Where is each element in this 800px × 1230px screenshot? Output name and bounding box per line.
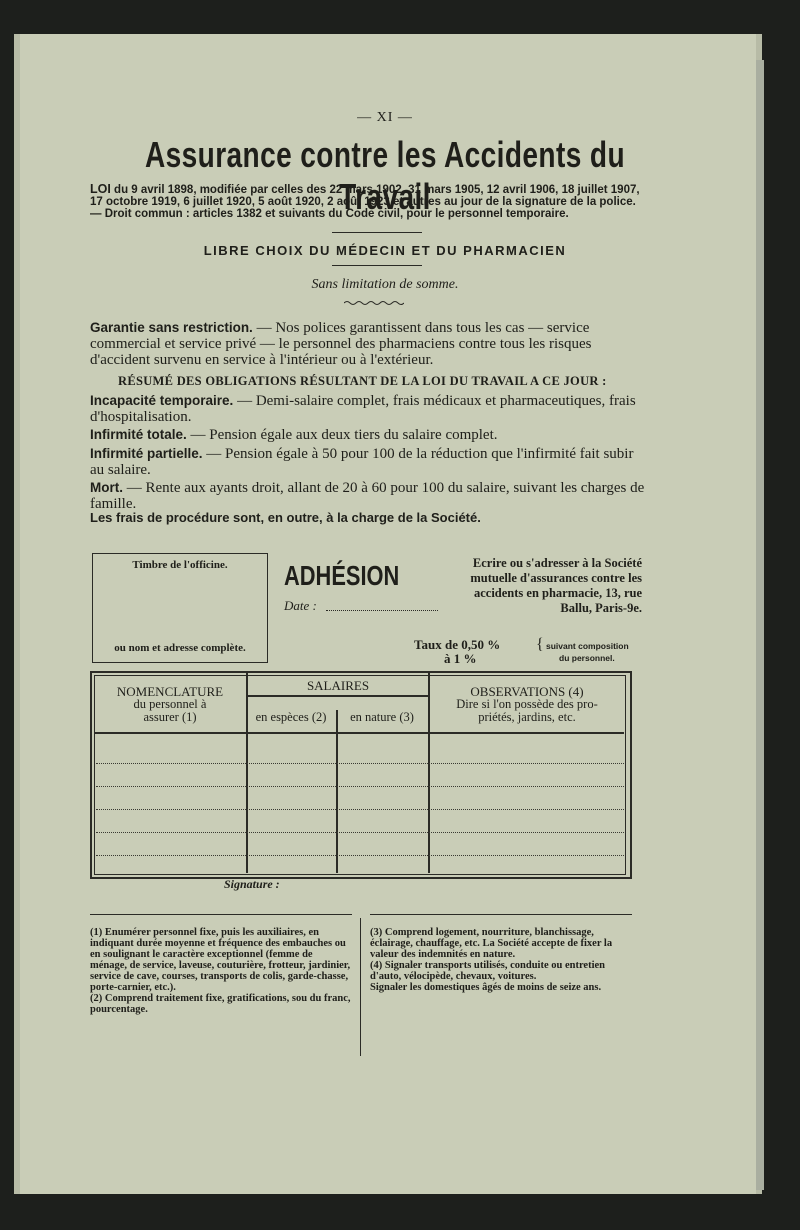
page-spine [14, 34, 20, 1194]
footnote-3: (3) Comprend logement, nourriture, blanchissage, éclairage, chauffage, etc. La Société accepte de fixer la valeur des indemnités en nature. [370, 927, 613, 960]
table-row[interactable] [96, 809, 624, 810]
table-row[interactable] [96, 855, 624, 856]
obligation-lead: Incapacité temporaire. [90, 393, 234, 408]
obligation-lead: Mort. [90, 480, 123, 495]
page-title: Assurance contre les Accidents du Travail [145, 134, 625, 217]
guarantee-paragraph [90, 320, 650, 368]
table-row[interactable] [96, 786, 624, 787]
table-row[interactable] [96, 832, 624, 833]
brace-icon: { [536, 636, 544, 653]
footnote-4: (4) Signaler transports utilisés, conduite ou entretien d'auto, vélocipède, chevaux, voitures. [370, 960, 605, 982]
stamp-top-label: Timbre de l'officine. [132, 559, 228, 571]
choice-subheading: Sans limitation de somme. [311, 277, 459, 292]
page-number: — XI — [357, 110, 413, 125]
footnote-rule [90, 914, 352, 915]
date-label: Date : [284, 598, 317, 613]
footnote-2: (2) Comprend traitement fixe, gratifications, sou du franc, pourcentage. [90, 993, 351, 1015]
choice-heading: LIBRE CHOIX DU MÉDECIN ET DU PHARMACIEN [203, 243, 567, 258]
col-especes-header: en espèces (2) [255, 710, 327, 724]
obligation-text: — Rente aux ayants droit, allant de 20 à 60 pour 100 du salaire, suivant les charges de famille. [90, 480, 645, 512]
law-text: du 9 avril 1898, modifiée par celles des 22 mars 1902, 31 mars 1905, 12 avril 1906, 18 juillet 1907, 17 octobre 1919, 6 juillet 1920, 5 août 1920, 2 août 1923 et autres au jour de la signature de la police. — Droit commun : articles 1382 et suivants du Code civil, pour le personnel temporaire. [90, 184, 640, 220]
obligation-temporary [90, 393, 650, 425]
obligation-text: — Pension égale aux deux tiers du salaire complet. [186, 427, 498, 443]
procedure-note: Les frais de procédure sont, en outre, à la charge de la Société. [90, 510, 481, 525]
obligation-total [90, 427, 650, 443]
wavy-divider [344, 300, 404, 306]
guarantee-lead: Garantie sans restriction. [90, 320, 253, 335]
taux-line-2: à 1 % [444, 651, 477, 666]
obligation-text: — Demi-salaire complet, frais médicaux et pharmaceutiques, frais d'hospitalisation. [90, 393, 636, 425]
col-nomenclature-line3: assurer (1) [143, 710, 197, 724]
col-observations-header [430, 685, 624, 724]
obligation-partial [90, 446, 650, 478]
salaires-header: SALAIRES [306, 678, 370, 693]
table-column-divider [246, 673, 248, 873]
col-nomenclature-line1: NOMENCLATURE [116, 684, 224, 699]
taux-line-1: Taux de 0,50 % [414, 637, 501, 652]
col-observations-line2: Dire si l'on possède des pro- [456, 697, 598, 711]
guarantee-text: — Nos polices garantissent dans tous les cas — service commercial et service privé — le personnel des pharmaciens contre tous les risques d'accident survenu en service à l'intérieur ou à l'extérieur. [90, 320, 592, 368]
stamp-box [92, 553, 268, 663]
signature-label: Signature : [224, 877, 280, 891]
adhesion-title: ADHÉSION [284, 560, 400, 591]
salaires-underline [246, 695, 428, 697]
page-edge [756, 60, 764, 1190]
table-row[interactable] [96, 763, 624, 764]
stamp-bottom-label: ou nom et adresse complète. [114, 642, 246, 654]
col-nature-header: en nature (3) [350, 710, 414, 724]
taux-note-1: suivant composition [546, 641, 629, 651]
footnote-rule [370, 914, 632, 915]
footnotes-right [370, 927, 632, 993]
resume-heading: RÉSUMÉ DES OBLIGATIONS RÉSULTANT DE LA LOI DU TRAVAIL A CE JOUR : [118, 374, 607, 388]
footnote-divider [360, 918, 361, 1056]
footnotes-left [90, 927, 352, 1015]
address-note: Ecrire ou s'adresser à la Société mutuelle d'assurances contre les accidents en pharmacie, 13, rue Ballu, Paris-9e. [470, 556, 642, 615]
footnote-1: (1) Enumérer personnel fixe, puis les auxiliaires, en indiquant durée moyenne et fréquence des embauches ou en soulignant le caractère exceptionnel (femme de ménage, de service, laveuse, couturière, frotteur, jardinier, service de cave, courses, transports de colis, garde-chasse, porte-carnier, etc.). [90, 927, 351, 993]
table-column-divider [336, 710, 338, 873]
table-header-bottom [94, 732, 624, 734]
law-lead: LOI [90, 182, 111, 196]
obligation-lead: Infirmité totale. [90, 427, 187, 442]
col-observations-line1: OBSERVATIONS (4) [470, 684, 584, 699]
footnote-5: Signaler les domestiques âgés de moins de seize ans. [370, 982, 602, 993]
col-observations-line3: priétés, jardins, etc. [478, 710, 576, 724]
obligation-death [90, 480, 650, 512]
law-reference [90, 183, 646, 220]
document-page [14, 34, 762, 1194]
divider [332, 232, 422, 233]
col-nomenclature-header [96, 685, 244, 724]
taux-note-2: du personnel. [559, 653, 615, 663]
obligation-lead: Infirmité partielle. [90, 446, 203, 461]
obligation-text: — Pension égale à 50 pour 100 de la réduction que l'infirmité fait subir au salaire. [90, 446, 634, 478]
col-nomenclature-line2: du personnel à [133, 697, 207, 711]
date-field[interactable] [326, 610, 438, 611]
divider [332, 265, 422, 266]
